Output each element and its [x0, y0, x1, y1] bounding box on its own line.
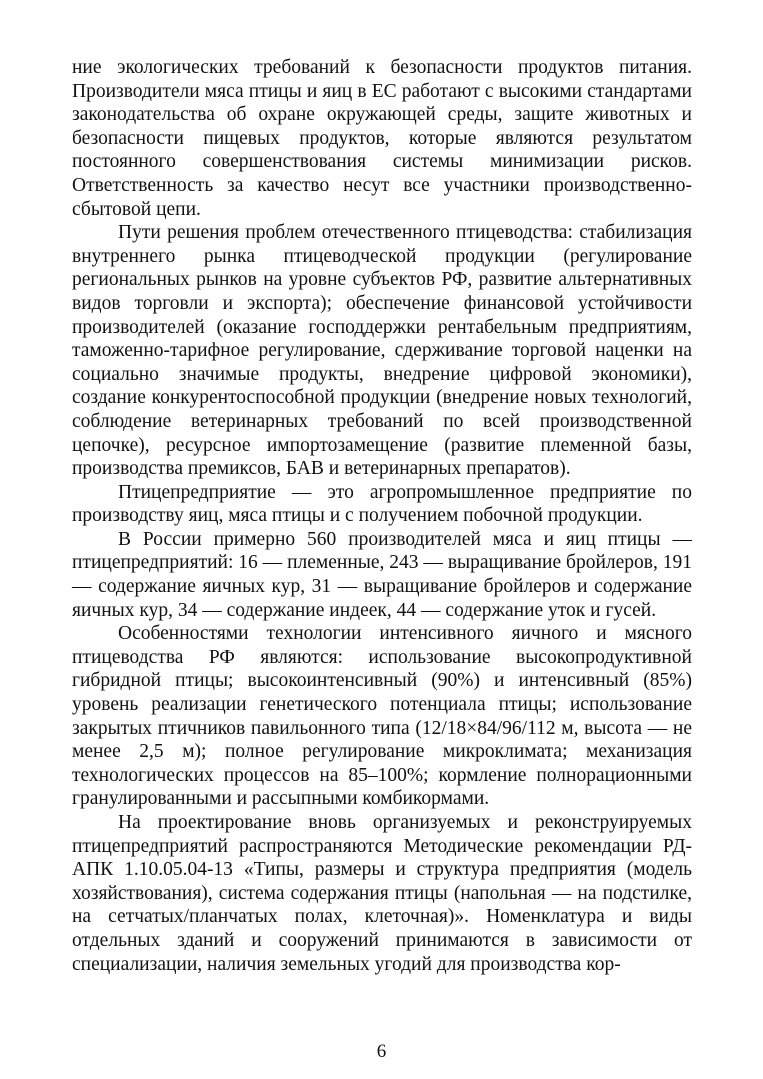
paragraph-technology-features: Особенностями технологии интенсивного яичного и мясного птицеводства РФ являются: использование высокопродуктивной гибридной птицы; высокоинтенсивный (90%) и интенсивный (85%) уровень реализации генетического потенциала птицы; использование закрытых птичников павильонного типа (12/18×84/96/112 м, высота — не менее 2,5 м); полное регулирование микроклимата; механизация технологических процессов на 85–100%; кормление полнорационными гранулированными и рассыпными комбикормами. [72, 623, 692, 810]
paragraph-russia-producers: В России примерно 560 производителей мяса и яиц птицы — птицепредприятий: 16 — племенные, 243 — выращивание бройлеров, 191 — содержание яичных кур, 31 — выращивание бройлеров и содержание яичных кур, 34 — содержание индеек, 44 — содержание уток и гусей. [72, 528, 692, 621]
page-body [72, 56, 692, 976]
paragraph-continuation: ние экологических требований к безопасности продуктов питания. Производители мяса птицы и яиц в ЕС работают с высокими стандартами законодательства об охране окружающей среды, защите животных и безопасности пищевых продуктов, которые являются результатом постоянного совершенствования системы минимизации рисков. Ответственность за качество несут все участники производственно-сбытовой цепи. [72, 57, 692, 220]
paragraph-definition: Птицепредприятие — это агропромышленное предприятие по производству яиц, мяса птицы и с получением побочной продукции. [72, 481, 692, 527]
page-number: 6 [376, 1041, 387, 1062]
paragraph-solutions: Пути решения проблем отечественного птицеводства: стабилизация внутреннего рынка птицеводческой продукции (регулирование региональных рынков на уровне субъектов РФ, развитие альтернативных видов торговли и экспорта); обеспечение финансовой устойчивости производителей (оказание господдержки рентабельным предприятиям, таможенно-тарифное регулирование, сдерживание торговой наценки на социально значимые продукты, внедрение цифровой экономики), создание конкурентоспособной продукции (внедрение новых технологий, соблюдение ветеринарных требований по всей производственной цепочке), ресурсное импортозамещение (развитие племенной базы, производства премиксов, БАВ и ветеринарных препаратов). [72, 222, 692, 480]
paragraph-design-guidelines: На проектирование вновь организуемых и реконструируемых птицепредприятий распространяются Методические рекомендации РД-АПК 1.10.05.04-13 «Типы, размеры и структура предприятия (модель хозяйствования), система содержания птицы (напольная — на подстилке, на сетчатых/планчатых полах, клеточная)». Номенклатура и виды отдельных зданий и сооружений принимаются в зависимости от специализации, наличия земельных угодий для производства кор- [72, 812, 692, 975]
